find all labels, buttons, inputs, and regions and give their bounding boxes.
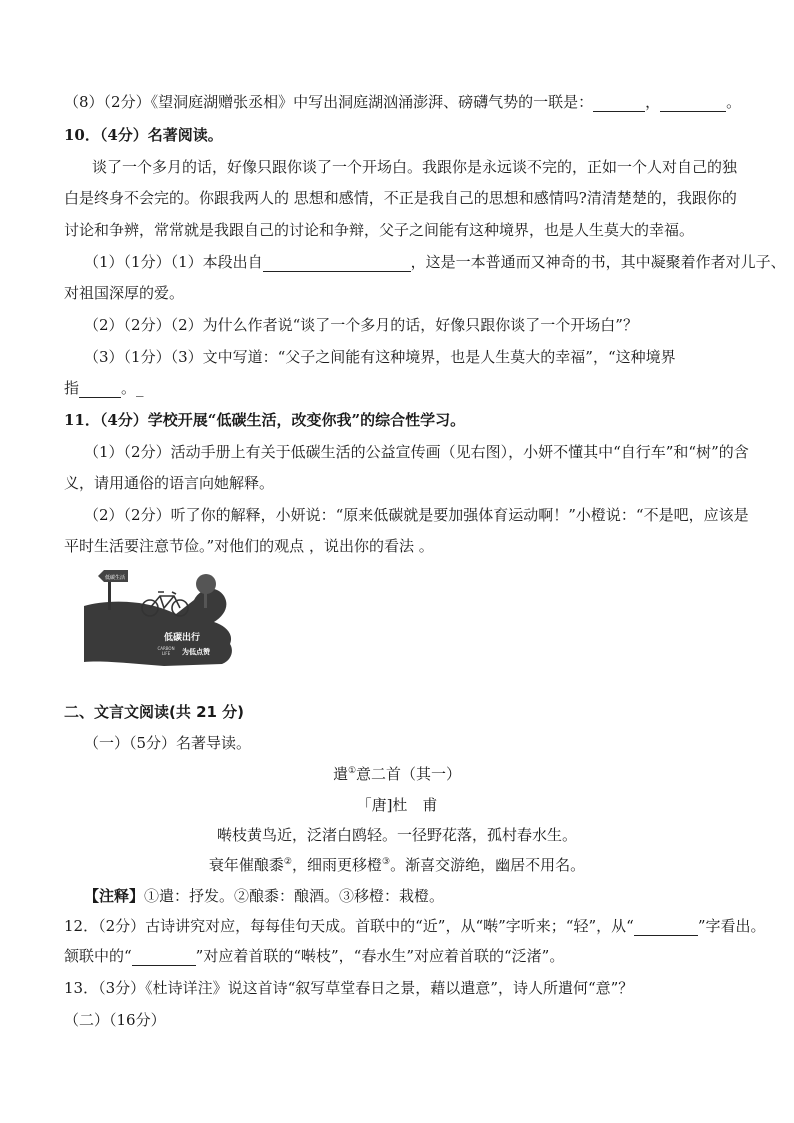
question-11-2-cont: 平时生活要注意节俭。”对他们的观点 ，说出你的看法 。 [64,537,434,555]
question-13: 13．（3分）《杜诗详注》说这首诗“叙写草堂春日之景，藉以遣意”，诗人所遣何“意”？ [64,979,634,997]
answer-blank [634,920,698,936]
answer-blank [263,256,411,272]
question-10-1-cont: 对祖国深厚的爱。 [64,284,185,302]
question-10-title: 10．（4分）名著阅读。 [64,126,223,144]
passage-line: 讨论和争辨，常常就是我跟自己的讨论和争辩，父子之间能有这种境界，也是人生莫大的幸福。 [64,221,695,239]
question-10-2: （2）（2分）（2）为什么作者说“谈了一个多月的话，好像只跟你谈了一个开场白”？ [84,316,638,334]
poem-title: 遣①意二首（其一） [332,765,462,783]
svg-text:为低点赞: 为低点赞 [182,648,210,656]
poem-notes: 【注释】①遣：抒发。②酿黍：酿酒。③移橙：栽橙。 [84,887,445,905]
question-10-1: （1）（1分）（1）本段出自 ，这是一本普通而又神奇的书，其中凝聚着作者对儿子、 [84,253,786,271]
part-2-title: （二）（16分） [64,1011,166,1029]
poem-line-2: 衰年催酿黍②，细雨更移橙③。渐喜交游绝，幽居不用名。 [208,856,586,874]
low-carbon-poster-image [84,570,240,670]
passage-line: 白是终身不会完的。你跟我两人的 思想和感情，不正是我自己的思想和感情吗?清清楚楚的，我跟你的 [64,189,737,207]
part-1-title: （一）（5分）名著导读。 [84,734,252,752]
svg-text:低碳出行: 低碳出行 [163,633,201,643]
answer-blank [79,382,121,398]
question-11-1-cont: 义，请用通俗的语言向她解释。 [64,474,275,492]
question-12-cont: 颔联中的“ ”对应着首联的“啭枝”，“春水生”对应着首联的“泛渚”。 [64,947,565,965]
svg-text:CARBON: CARBON [157,646,175,651]
question-12: 12．（2分）古诗讲究对应，每每佳句天成。首联中的“近”，从“啭”字听来；“轻”，从“ ”字看出。 [64,917,766,935]
question-11-title: 11．（4分）学校开展“低碳生活，改变你我”的综合性学习。 [64,411,466,429]
answer-blank [593,96,645,112]
question-11-1: （1）（2分）活动手册上有关于低碳生活的公益宣传画（见右图），小妍不懂其中“自行车”和“树”的含 [84,443,749,461]
question-8: （8）（2分）《望洞庭湖赠张丞相》中写出洞庭湖汹涌澎湃、磅礴气势的一联是： ， 。 [64,93,742,111]
answer-blank [660,96,726,112]
svg-text:低碳生活: 低碳生活 [104,575,126,581]
section-2-title: 二、文言文阅读(共 21 分) [64,703,245,721]
passage-line: 谈了一个多月的话，好像只跟你谈了一个开场白。我跟你是永远谈不完的，正如一个人对自己的独 [92,158,738,176]
answer-blank [132,950,196,966]
question-10-3: （3）（1分）（3）文中写道：“父子之间能有这种境界，也是人生莫大的幸福”，“这种境界 [84,348,676,366]
question-8-text: （8）（2分）《望洞庭湖赠张丞相》中写出洞庭湖汹涌澎湃、磅礴气势的一联是： [64,93,594,111]
poem-line-1: 啭枝黄鸟近，泛渚白鸥轻。一径野花落，孤村春水生。 [216,826,577,844]
poem-author: 「唐]杜 甫 [356,796,438,814]
question-10-3-cont: 指 。_ [64,379,144,397]
svg-text:LIFE: LIFE [161,651,171,656]
question-11-2: （2）（2分）听了你的解释，小妍说：“原来低碳就是要加强体育运动啊！”小橙说：“不是吧，应该是 [84,506,749,524]
